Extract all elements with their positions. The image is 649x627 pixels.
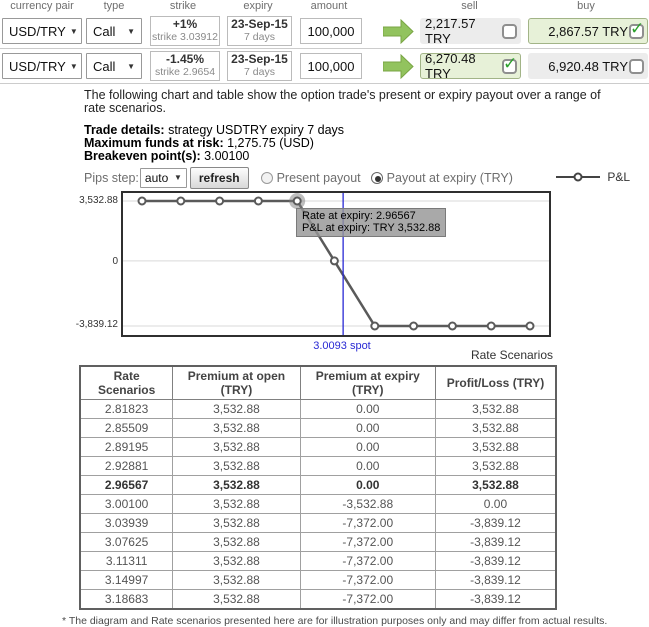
chart-controls [84,167,649,189]
green-arrow-icon [383,54,414,79]
chart-description: The following chart and table show the option trade's present or expiry payout over a range of rate scenarios. [84,88,601,115]
buy-checkbox-1[interactable] [629,24,644,39]
buy-price-cell-1[interactable]: 2,867.57 TRY ✓ [528,18,648,44]
pnl-legend [556,170,630,184]
strike-box-1: +1% strike 3.03912 [150,16,220,46]
strike-box-2: -1.45% strike 2.9654 [150,51,220,81]
th-profit-loss: Profit/Loss (TRY) [435,366,556,400]
chart-tooltip: Rate at expiry: 2.96567 P&L at expiry: TRY 3,532.88 [296,208,446,237]
table-row: 2.96567 3,532.88 0.00 3,532.88 [80,475,556,494]
table-row: 3.00100 3,532.88 -3,532.88 0.00 [80,494,556,513]
amount-field-2[interactable]: 100,000 [300,53,362,79]
payout-at-expiry-radio[interactable] [371,172,383,184]
scenario-table-body [80,399,556,609]
table-row: 2.85509 3,532.88 0.00 3,532.88 [80,418,556,437]
table-row: 2.89195 3,532.88 0.00 3,532.88 [80,437,556,456]
spot-rate-label: 3.0093 spot [313,339,371,352]
chevron-down-icon: ▼ [173,173,182,183]
expiry-box-1: 23-Sep-15 7 days [227,16,292,46]
currency-pair-select-1[interactable]: USD/TRY ▼ [2,18,82,44]
sell-checkbox-2[interactable] [502,59,517,74]
payout-chart [0,190,649,362]
th-premium-open: Premium at open (TRY) [173,366,300,400]
present-payout-label: Present payout [276,170,361,185]
table-row: 2.81823 3,532.88 0.00 3,532.88 [80,399,556,418]
y-tick-top: 3,532.88 [79,194,118,206]
trade-row-2 [0,49,649,84]
buy-price-cell-2[interactable]: 6,920.48 TRY [528,53,648,79]
disclaimer-footnote: * The diagram and Rate scenarios presented here are for illustration purposes only and may differ from actual results. [62,614,608,627]
pips-step-select[interactable]: auto ▼ [140,168,187,188]
present-payout-radio[interactable] [261,172,273,184]
amount-field-1[interactable]: 100,000 [300,18,362,44]
form-column-headers [0,0,649,14]
chevron-down-icon: ▼ [69,26,78,36]
table-row: 2.92881 3,532.88 0.00 3,532.88 [80,456,556,475]
refresh-button[interactable]: refresh [190,167,249,189]
chevron-down-icon: ▼ [69,61,78,71]
table-row: 3.03939 3,532.88 -7,372.00 -3,839.12 [80,513,556,532]
type-select-1[interactable]: Call ▼ [86,18,142,44]
col-header-expiry: expiry [243,0,273,12]
th-premium-expiry: Premium at expiry (TRY) [300,366,435,400]
table-row: 3.07625 3,532.88 -7,372.00 -3,839.12 [80,532,556,551]
type-select-2[interactable]: Call ▼ [86,53,142,79]
sell-checkbox-1[interactable] [502,24,517,39]
payout-at-expiry-label: Payout at expiry (TRY) [386,170,513,185]
trade-row-1 [0,14,649,49]
sell-price-cell-2[interactable]: 6,270.48 TRY ✓ [420,53,521,79]
y-tick-zero: 0 [112,255,118,267]
sell-price-cell-1[interactable]: 2,217.57 TRY [420,18,521,44]
buy-checkbox-2[interactable] [629,59,644,74]
y-tick-bottom: -3,839.12 [75,318,118,330]
col-header-currency-pair: currency pair [10,0,74,12]
trade-details-block [84,124,649,164]
table-row: 3.14997 3,532.88 -7,372.00 -3,839.12 [80,570,556,589]
green-arrow-icon [383,19,414,44]
table-row: 3.11311 3,532.88 -7,372.00 -3,839.12 [80,551,556,570]
col-header-strike: strike [169,0,197,12]
chevron-down-icon: ▼ [127,61,135,71]
x-axis-label: Rate Scenarios [470,347,553,362]
pnl-legend-label: P&L [607,169,630,184]
th-rate-scenarios: Rate Scenarios [80,366,173,400]
max-funds-line: Maximum funds at risk: 1,275.75 (USD) [84,136,314,151]
rate-scenario-table [79,365,557,610]
breakeven-line: Breakeven point(s): 3.00100 [84,149,250,164]
col-header-amount: amount [310,0,348,12]
col-header-sell: sell [461,0,478,12]
col-header-type: type [103,0,125,12]
expiry-box-2: 23-Sep-15 7 days [227,51,292,81]
line-marker-icon [556,172,600,182]
col-header-buy: buy [577,0,595,12]
table-row: 3.18683 3,532.88 -7,372.00 -3,839.12 [80,589,556,609]
currency-pair-select-2[interactable]: USD/TRY ▼ [2,53,82,79]
table-header-row [80,366,556,400]
trade-details-line: Trade details: strategy USDTRY expiry 7 days [84,123,345,137]
pips-step-label: Pips step: [84,170,139,185]
chevron-down-icon: ▼ [127,26,135,36]
